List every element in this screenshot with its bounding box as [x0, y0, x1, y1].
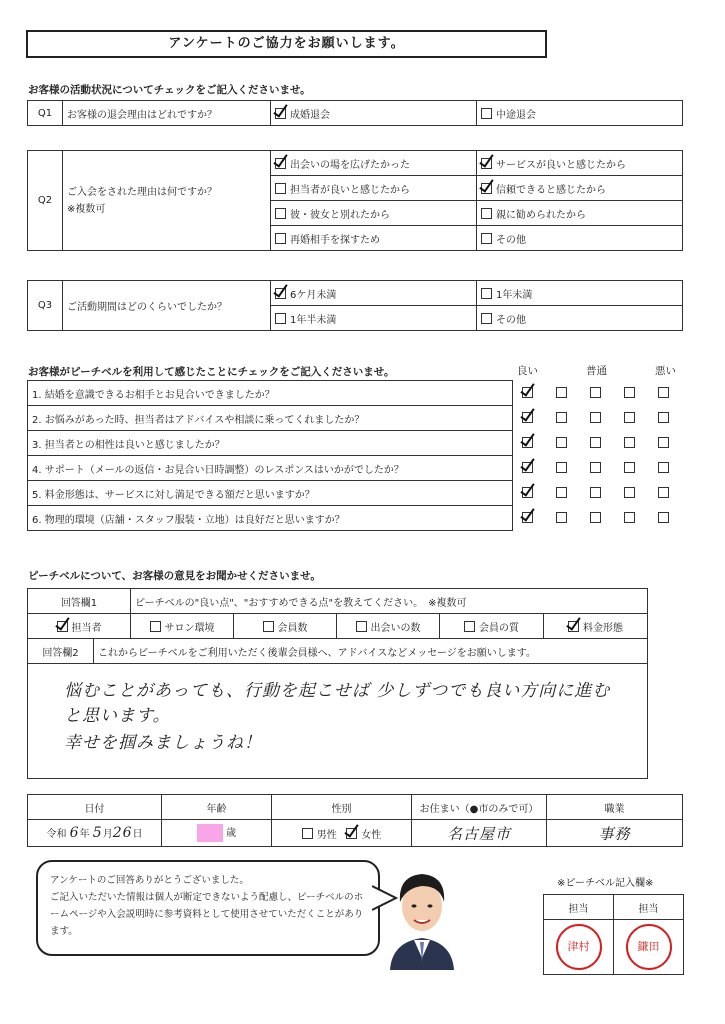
message-area[interactable]	[28, 664, 648, 779]
q1-label: Q1	[28, 101, 63, 126]
rating-checkbox[interactable]	[624, 487, 635, 498]
rating-checkbox[interactable]	[590, 487, 601, 498]
rating-checkbox-checked[interactable]	[522, 512, 533, 523]
rating-item-text: 4. サポート（メールの返信・お見合い日時調整）のレスポンスはいかがでしたか？	[28, 456, 513, 481]
rating-row	[28, 456, 683, 481]
checkbox-checked[interactable]	[481, 158, 492, 169]
rating-checkbox[interactable]	[556, 512, 567, 523]
answer2-table	[27, 638, 648, 779]
rating-row	[28, 481, 683, 506]
q3-option[interactable]: 1年半未満	[271, 306, 477, 331]
male-checkbox[interactable]	[302, 828, 313, 839]
checkbox[interactable]	[481, 288, 492, 299]
rating-checkbox[interactable]	[590, 412, 601, 423]
q3-option[interactable]: 1年未満	[477, 281, 683, 306]
footer-body: ご記入いただいた情報は個人が断定できないよう配慮し、ピーチベルのホームページや入会説明時に参考資料として使用させていただくことがあります。	[50, 892, 364, 937]
rating-checkbox[interactable]	[624, 512, 635, 523]
q2-option[interactable]: 親に勧められたから	[477, 201, 683, 226]
q1-table	[27, 100, 683, 126]
rating-item-text: 6. 物理的環境（店舗・スタッフ服装・立地）は良好だと思いますか？	[28, 506, 513, 531]
rating-item-text: 5. 料金形態は、サービスに対し満足できる額だと思いますか？	[28, 481, 513, 506]
rating-checkbox[interactable]	[556, 387, 567, 398]
footer-text	[50, 872, 370, 940]
checkbox-checked[interactable]	[275, 288, 286, 299]
rating-checkbox-checked[interactable]	[522, 487, 533, 498]
rating-checkbox[interactable]	[658, 412, 669, 423]
q2-option[interactable]: 担当者が良いと感じたから	[271, 176, 477, 201]
rating-row	[28, 506, 683, 531]
age-redacted	[197, 824, 223, 842]
rating-checkbox[interactable]	[624, 462, 635, 473]
info-table	[27, 794, 683, 847]
answer2-prompt: これからピーチベルをご利用いただく後輩会員様へ、アドバイスなどメッセージをお願いします。	[94, 639, 648, 664]
scale-normal: 普通	[586, 365, 607, 377]
answer1-option[interactable]: 料金形態	[544, 614, 648, 639]
checkbox[interactable]	[275, 313, 286, 324]
section3-heading: ピーチベルについて、お客様の意見をお聞かせくださいませ。	[28, 570, 321, 582]
staff-table	[543, 894, 684, 975]
q3-label: Q3	[28, 281, 63, 331]
rating-checkbox[interactable]	[590, 387, 601, 398]
answer1-option[interactable]: 出会いの数	[337, 614, 440, 639]
staff1-stamp: 津村	[556, 924, 602, 970]
checkbox-checked[interactable]	[481, 183, 492, 194]
rating-table	[27, 380, 683, 531]
checkbox-checked[interactable]	[568, 621, 579, 632]
rating-checkbox[interactable]	[658, 462, 669, 473]
rating-checkbox[interactable]	[658, 487, 669, 498]
checkbox-checked[interactable]	[57, 621, 68, 632]
rating-checkbox-checked[interactable]	[522, 387, 533, 398]
scale-good: 良い	[517, 365, 538, 377]
age-field[interactable]: 歳	[162, 820, 272, 847]
q1-option[interactable]: 成婚退会	[271, 101, 477, 126]
q3-table	[27, 280, 683, 331]
rating-checkbox[interactable]	[556, 462, 567, 473]
checkbox[interactable]	[481, 108, 492, 119]
answer1-option[interactable]: サロン環境	[131, 614, 234, 639]
q3-question: ご活動期間はどのくらいでしたか？	[63, 281, 271, 331]
q1-option[interactable]: 中途退会	[477, 101, 683, 126]
q1-question: お客様の退会理由はどれですか？	[63, 101, 271, 126]
rating-row	[28, 431, 683, 456]
answer1-option[interactable]: 会員の質	[440, 614, 544, 639]
staff2-stamp: 鎌田	[626, 924, 672, 970]
rating-checkbox-checked[interactable]	[522, 412, 533, 423]
rating-checkbox[interactable]	[658, 387, 669, 398]
rating-row	[28, 406, 683, 431]
answer1-prompt: ピーチベルの"良い点"、"おすすめできる点"を教えてください。 ※複数可	[131, 589, 648, 614]
rating-checkbox-checked[interactable]	[522, 462, 533, 473]
answer1-option[interactable]: 会員数	[234, 614, 337, 639]
address-header: お住まい（●市のみで可）	[412, 795, 547, 820]
q3-option[interactable]: その他	[477, 306, 683, 331]
staff2-label: 担当	[614, 895, 684, 920]
q2-question: ご入会をされた理由は何ですか？	[67, 186, 217, 198]
rating-checkbox[interactable]	[624, 437, 635, 448]
message-line-2: 幸せを掴みましょうね！	[64, 733, 262, 753]
answer1-option[interactable]: 担当者	[28, 614, 131, 639]
rating-checkbox[interactable]	[590, 462, 601, 473]
checkbox[interactable]	[356, 621, 367, 632]
q2-option[interactable]: 彼・彼女と別れたから	[271, 201, 477, 226]
gender-header: 性別	[272, 795, 412, 820]
q2-option[interactable]: サービスが良いと感じたから	[477, 151, 683, 176]
checkbox[interactable]	[464, 621, 475, 632]
checkbox[interactable]	[275, 183, 286, 194]
rating-checkbox[interactable]	[556, 412, 567, 423]
staff-portrait-icon	[384, 862, 460, 970]
rating-item-text: 1. 結婚を意識できるお相手とお見合いできましたか？	[28, 381, 513, 406]
rating-checkbox[interactable]	[624, 387, 635, 398]
job-field[interactable]: 事務	[547, 820, 683, 847]
rating-checkbox[interactable]	[590, 437, 601, 448]
age-header: 年齢	[162, 795, 272, 820]
staff2-stamp-cell	[614, 920, 684, 975]
checkbox[interactable]	[481, 233, 492, 244]
checkbox[interactable]	[275, 208, 286, 219]
rating-checkbox[interactable]	[556, 487, 567, 498]
answer2-label: 回答欄2	[28, 639, 94, 664]
rating-checkbox-checked[interactable]	[522, 437, 533, 448]
rating-row	[28, 381, 683, 406]
q2-note: ※複数可	[67, 203, 106, 215]
q2-table	[27, 150, 683, 251]
rating-checkbox[interactable]	[590, 512, 601, 523]
checkbox[interactable]	[263, 621, 274, 632]
message-line-1: 悩むことがあっても、行動を起こせば 少しずつでも良い方向に進むと思います。	[64, 681, 611, 726]
staff-area-title: ※ピーチベル記入欄※	[557, 878, 654, 889]
q2-option[interactable]: その他	[477, 226, 683, 251]
date-header: 日付	[28, 795, 162, 820]
q2-option[interactable]: 出会いの場を広げたかった	[271, 151, 477, 176]
checkbox[interactable]	[275, 233, 286, 244]
q3-option[interactable]: 6ケ月未満	[271, 281, 477, 306]
date-field[interactable]: 令和 6年 5月26日	[28, 820, 162, 847]
checkbox[interactable]	[481, 208, 492, 219]
section2-heading: お客様がピーチベルを利用して感じたことにチェックをご記入くださいませ。	[28, 366, 395, 378]
q2-option[interactable]: 再婚相手を探すため	[271, 226, 477, 251]
address-field[interactable]: 名古屋市	[412, 820, 547, 847]
checkbox-checked[interactable]	[275, 108, 286, 119]
q2-label: Q2	[28, 151, 63, 251]
gender-field[interactable]: 男性 女性	[272, 820, 412, 847]
page-title: アンケートのご協力をお願いします。	[26, 30, 547, 58]
rating-item-text: 3. 担当者との相性は良いと感じましたか？	[28, 431, 513, 456]
answer1-table	[27, 588, 648, 639]
answer1-label: 回答欄1	[28, 589, 131, 614]
female-checkbox[interactable]	[346, 828, 357, 839]
section1-heading: お客様の活動状況についてチェックをご記入くださいませ。	[28, 84, 311, 96]
q2-question-cell	[63, 151, 271, 251]
q2-option[interactable]: 信頼できると感じたから	[477, 176, 683, 201]
checkbox[interactable]	[481, 313, 492, 324]
job-header: 職業	[547, 795, 683, 820]
rating-checkbox[interactable]	[658, 437, 669, 448]
checkbox[interactable]	[150, 621, 161, 632]
rating-checkbox[interactable]	[658, 512, 669, 523]
staff1-stamp-cell	[544, 920, 614, 975]
footer-thanks: アンケートのご回答ありがとうございました。	[50, 875, 249, 886]
rating-checkbox[interactable]	[556, 437, 567, 448]
scale-bad: 悪い	[655, 365, 676, 377]
rating-checkbox[interactable]	[624, 412, 635, 423]
staff1-label: 担当	[544, 895, 614, 920]
rating-item-text: 2. お悩みがあった時、担当者はアドバイスや相談に乗ってくれましたか？	[28, 406, 513, 431]
checkbox-checked[interactable]	[275, 158, 286, 169]
